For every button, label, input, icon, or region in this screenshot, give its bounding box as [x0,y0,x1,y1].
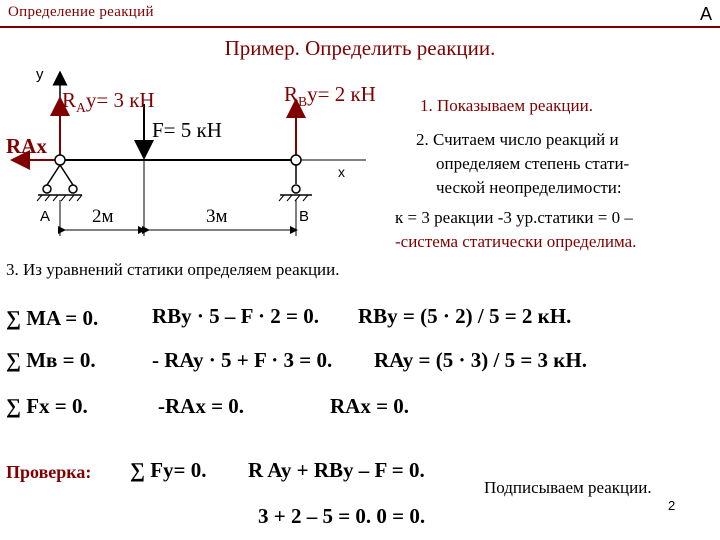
support-b-roller [279,155,312,201]
step-1-text: 1. Показываем реакции. [420,96,593,115]
rby-label: $R_By= 2$ кН [284,82,376,110]
ray-label: $R_Ay= 3$ кН [62,88,155,116]
support-b-label: В [299,208,310,225]
header-title: Определение реакций [8,4,154,20]
rax-label: RAx [6,134,47,158]
sign-note: Подписываем реакции. [484,478,652,497]
dim-label-2: 3м [206,206,228,227]
step-2-line-3: ческой неопределимости: [436,178,622,197]
corner-letter: А [699,4,712,24]
page-number: 2 [668,498,676,513]
check-sum: ∑ Fy= 0. [130,458,207,482]
axis-y-label: y [36,66,44,83]
check-numeric: 3 + 2 – 5 = 0. 0 = 0. [258,504,426,528]
step-2-line-5: -система статически определима. [395,232,637,251]
support-a-label: А [40,208,51,225]
dim-label-1: 2м [92,206,114,227]
eq2-mid: - RAy · 5 + F · 3 = 0. [152,348,333,372]
eq2-left: ∑ Мв = 0. [6,348,96,372]
eq3-left: ∑ Fx = 0. [6,394,88,418]
check-label: Проверка: [6,462,92,482]
eq3-right: RAx = 0. [330,394,410,418]
support-a-pin [37,155,82,201]
slide-title: Пример. Определить реакции. [224,36,496,60]
axis-x-label: x [338,164,345,180]
eq1-right: RBy = (5 · 2) / 5 = 2 кН. [358,304,572,328]
step-3-text: 3. Из уравнений статики определяем реакции. [6,260,340,279]
eq3-mid: -RAx = 0. [158,394,245,418]
eq1-left: ∑ МA = 0. [6,306,99,330]
check-equation: R Ay + RBy – F = 0. [248,458,425,482]
step-2-line-1: 2. Считаем число реакций и [416,130,619,149]
step-2-line-4: к = 3 реакции -3 ур.статики = 0 – [395,208,633,227]
step-2-line-2: определяем степень стати- [436,154,630,173]
eq1-mid: RBy · 5 – F · 2 = 0. [152,304,319,328]
force-label: F= 5 кН [152,118,222,142]
eq2-right: RAy = (5 · 3) / 5 = 3 кН. [374,348,587,372]
